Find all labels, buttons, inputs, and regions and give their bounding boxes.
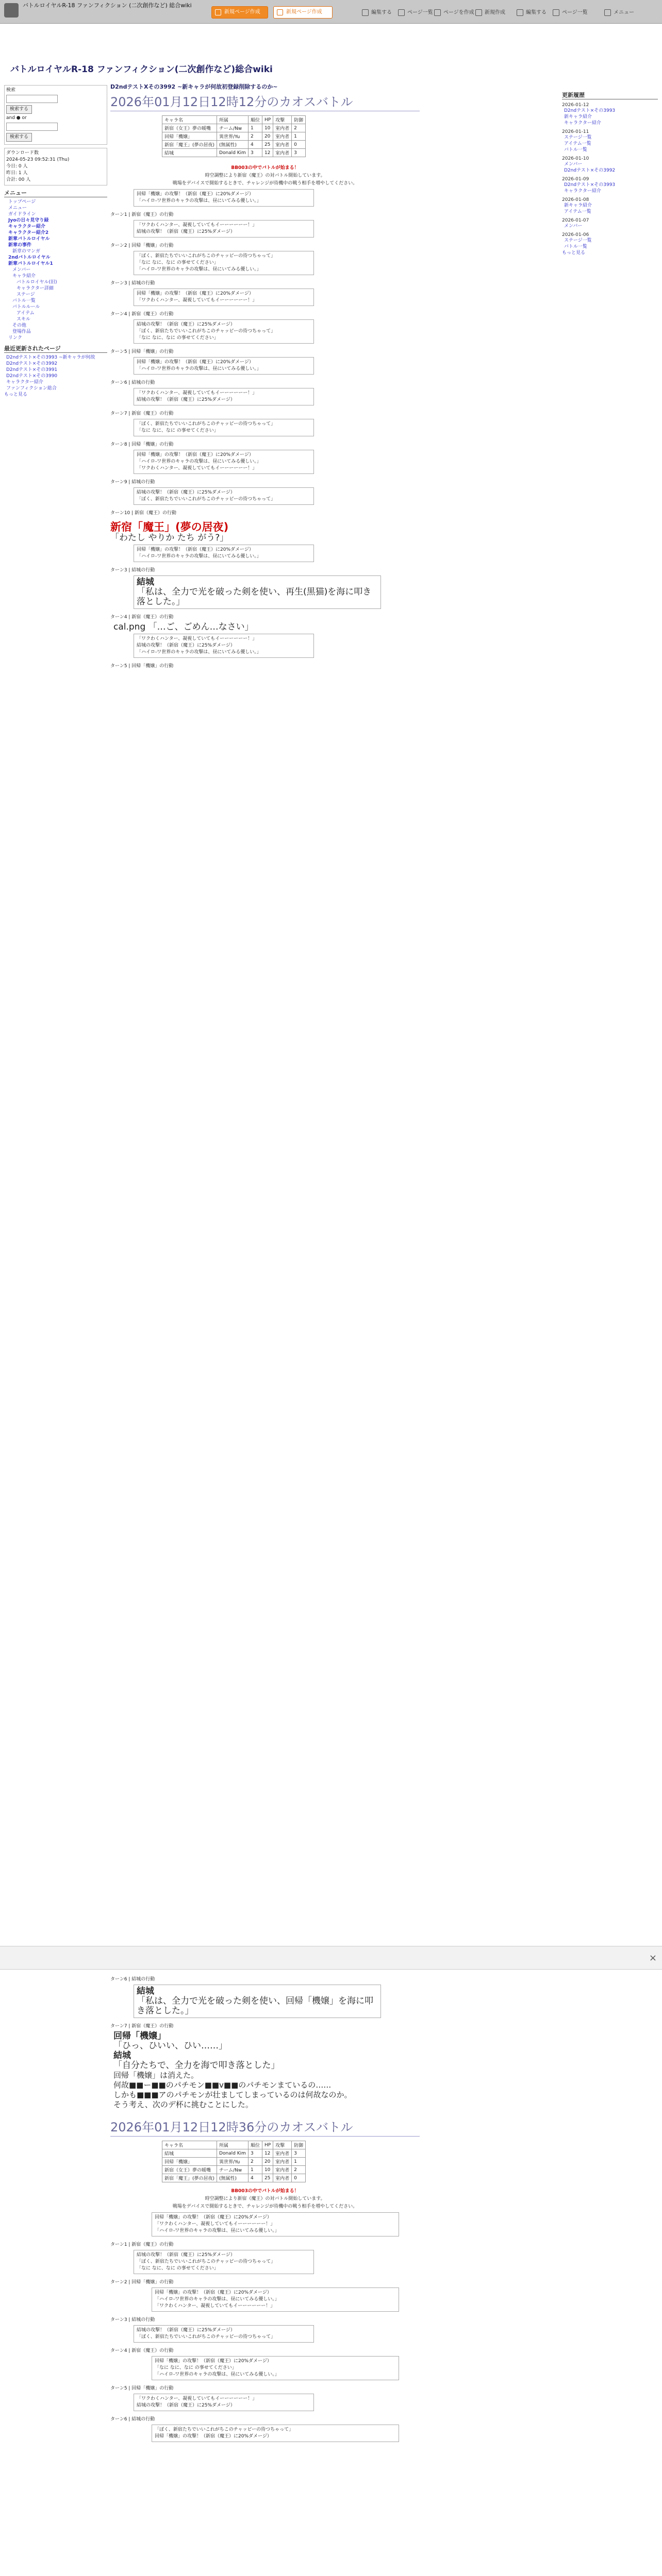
story-line: しかも■■■アのパチモンが壮ましてしまっているのは何故なのか。 bbox=[113, 2090, 352, 2099]
history-heading: 更新履歴 bbox=[562, 91, 658, 99]
table-row: 新宿（女王）夢の暖嘴 チーム/Nw 1 10 室内者 2 bbox=[162, 124, 306, 132]
turn-line: ターン5 | 回帰「機嬢」の行動 bbox=[110, 664, 174, 669]
edit-button[interactable]: 編集する bbox=[361, 7, 392, 19]
history-date: 2026-01-11 bbox=[562, 129, 589, 134]
new-page-button-2[interactable]: 新規ページ作成 bbox=[273, 6, 333, 19]
turn-line: ターン4 | 新宿（魔王）の行動 bbox=[110, 615, 174, 620]
history-date: 2026-01-06 bbox=[562, 232, 589, 238]
ad-overlay-bar bbox=[0, 1946, 662, 1970]
menu-button[interactable]: メニュー bbox=[603, 7, 634, 19]
log-box: 「ワクわくハンター、凝視していてもイーーーーーー！」 結城の攻撃！（新宿（魔王）に25%ダメージ） bbox=[134, 2394, 314, 2411]
story-line: そう考え、次のデ杯に挑むことにした。 bbox=[113, 2100, 253, 2109]
search-input-2[interactable] bbox=[6, 123, 58, 131]
table-row: 新宿「魔王」(夢の居夜) (無属性) 4 25 室内者 0 bbox=[162, 141, 306, 149]
count-total: 合計: 00 人 bbox=[6, 177, 31, 182]
table-row: 回帰「機嬢」 異世界/Yu 2 20 室内者 1 bbox=[162, 132, 306, 141]
table-row: 新宿「魔王」(夢の居夜) (無属性) 4 25 室内者 0 bbox=[162, 2174, 306, 2182]
menu-icon bbox=[604, 9, 611, 16]
menu-item[interactable]: アイテム bbox=[16, 311, 35, 316]
intro-line: 時空調整により新宿（魔王）の対バトル開始しています。 bbox=[205, 173, 325, 178]
story-line: 何故■■ー■■のパチモン■■v■■のパチモンまているの…… bbox=[113, 2080, 332, 2090]
left-sidebar bbox=[4, 85, 107, 398]
history-date: 2026-01-07 bbox=[562, 218, 589, 223]
count-yesterday: 昨日: 1 人 bbox=[6, 171, 28, 176]
log-box: 結城の攻撃！（新宿（魔王）に25%ダメージ） 「ぼく、新宿たちでいいこれがちこのチャッピーの待つちゃって」 bbox=[134, 487, 314, 505]
turn-line: ターン3 | 結城の行動 bbox=[110, 281, 155, 286]
turn-line: ターン9 | 結城の行動 bbox=[110, 480, 155, 485]
turn-line: ターン10 | 新宿（魔王）の行動 bbox=[110, 511, 177, 516]
menu-item[interactable]: スキル bbox=[16, 317, 30, 322]
history-item[interactable]: 新キャラ紹介 bbox=[564, 203, 592, 208]
history-item[interactable]: D2ndテスト×その3993 bbox=[564, 108, 616, 113]
table-row: 新宿（女王）夢の暖嘴 チーム/Nw 1 10 室内者 2 bbox=[162, 2166, 306, 2174]
turn-line: ターン2 | 回帰「機嬢」の行動 bbox=[110, 2280, 174, 2285]
history-item[interactable]: メンバー bbox=[564, 162, 583, 167]
history-item[interactable]: 新キャラ紹介 bbox=[564, 114, 592, 120]
log-box: 回帰「機嬢」の攻撃！（新宿（魔王）に20%ダメージ） 「ハイロ-ワ世界のキャラの攻撃は、昼にいてみる優しい。」 bbox=[134, 189, 314, 207]
intro-line: 戦場をデバイスで開始するときで、チャレンジが待機中の戦う相手を増やしてください。 bbox=[172, 181, 358, 186]
history-item[interactable]: キャラクター紹介 bbox=[564, 189, 601, 194]
recent-item[interactable]: D2ndテスト×その3993 ~新キャラが何故 bbox=[6, 355, 95, 360]
menu-item[interactable]: バトルルール bbox=[12, 304, 40, 310]
menu-item[interactable]: ステージ bbox=[16, 292, 35, 297]
table-row: 結城 Donald Kim 3 12 室内者 3 bbox=[162, 149, 306, 157]
history-date: 2026-01-08 bbox=[562, 197, 589, 202]
history-item[interactable]: D2ndテスト×その3993 bbox=[564, 182, 616, 188]
turn-line: ターン6 | 結城の行動 bbox=[110, 1977, 155, 1982]
recent-item[interactable]: D2ndテスト×その3990 bbox=[6, 374, 58, 379]
turn-line: ターン4 | 新宿（魔王）の行動 bbox=[110, 312, 174, 317]
log-box: 「ぼく、新宿たちでいいこれがちこのチャッピーの待つちゃって」 「なに なに、なに の事せてください」 「ハイロ-ワ世界のキャラの攻撃は、昼にいてみる優しい。」 bbox=[134, 251, 314, 275]
create-page-button[interactable]: ページを作成 bbox=[433, 7, 474, 19]
search-input[interactable] bbox=[6, 95, 58, 103]
log-box: 結城の攻撃！（新宿（魔王）に25%ダメージ） 「ぼく、新宿たちでいいこれがちこのチャッピーの待つちゃって」 bbox=[134, 2325, 314, 2343]
table-row: 結城 Donald Kim 3 12 室内者 3 bbox=[162, 2149, 306, 2158]
menu-item[interactable]: ガイドライン bbox=[8, 212, 36, 217]
turn-line: ターン1 | 新宿（魔王）の行動 bbox=[110, 2242, 174, 2247]
log-box: 回帰「機嬢」の攻撃！（新宿（魔王）に20%ダメージ） 「ワクわくハンター、凝視していてもイーーーーーー！」 bbox=[134, 289, 314, 306]
site-logo[interactable] bbox=[4, 3, 19, 18]
section-title: 2026年01月12日12時12分のカオスバトル bbox=[110, 92, 420, 111]
menu-item[interactable]: 登場作品 bbox=[12, 329, 31, 334]
right-sidebar bbox=[562, 88, 658, 257]
menu-item[interactable]: バトルロイヤル(旧) bbox=[16, 280, 57, 285]
image-line: cal.png 「…ご、ごめん…なさい」 bbox=[113, 622, 254, 632]
main-content-continued bbox=[110, 1971, 420, 2444]
log-box: 結城の攻撃！（新宿（魔王）に25%ダメージ） 「ぼく、新宿たちでいいこれがちこのチャッピーの待つちゃって」 「なに なに、なに の事せてください」 bbox=[134, 2250, 314, 2274]
history-item[interactable]: バトル一覧 bbox=[564, 244, 587, 249]
recent-heading: 最近更新されたページ bbox=[4, 344, 107, 353]
big-quote: 「わたし やりか たち がう?」 bbox=[110, 533, 229, 543]
menu-item[interactable]: メニュー bbox=[8, 206, 27, 211]
pencil-icon bbox=[517, 9, 523, 16]
plus-icon bbox=[215, 9, 221, 15]
attack-box: 結城 「私は、全力で光を破った剣を使い、回帰「機嬢」を海に叩き落とした。」 bbox=[134, 1985, 381, 2018]
turn-line: ターン1 | 新宿（魔王）の行動 bbox=[110, 212, 174, 217]
top-bar bbox=[0, 0, 662, 24]
intro-line: 戦場をデバイスで開始するときで、チャレンジが待機中の戦う相手を増やしてください。 bbox=[172, 2204, 358, 2209]
turn-line: ターン5 | 回帰「機嬢」の行動 bbox=[110, 2386, 174, 2391]
menu-item[interactable]: トップページ bbox=[8, 199, 36, 205]
turn-line: ターン5 | 回帰「機嬢」の行動 bbox=[110, 349, 174, 354]
log-box: 結城の攻撃！（新宿（魔王）に25%ダメージ） 「ぼく、新宿たちでいいこれがちこのチャッピーの待つちゃって」 「なに なに、なに の事せてください」 bbox=[134, 319, 314, 344]
recent-item[interactable]: D2ndテスト×その3991 bbox=[6, 367, 58, 372]
counter-title: ダウンロード数 bbox=[6, 150, 39, 156]
turn-line: ターン7 | 新宿（魔王）の行動 bbox=[110, 2024, 174, 2029]
big-speaker: 新宿「魔王」(夢の居夜) bbox=[110, 521, 229, 533]
log-box: 回帰「機嬢」の攻撃！（新宿（魔王）に20%ダメージ） 「ハイロ-ワ世界のキャラの攻撃は、昼にいてみる優しい。」 bbox=[134, 545, 314, 562]
character-table-2: キャラ名 所属 順位 HP 攻撃 防御 結城 Donald Kim 3 12 室内者 3 回帰「機嬢」 異世界/Yu 2 20 室内者 1 新宿（女王）夢の暖嘴 チーム/Nw 1 10 室内者 2 新宿「魔王」(夢の居夜) (無属性) 4 25 室内者 0 bbox=[162, 2141, 306, 2182]
search-label: 検索 bbox=[6, 88, 16, 93]
recent-list bbox=[4, 354, 107, 392]
log-box: 回帰「機嬢」の攻撃！（新宿（魔王）に20%ダメージ） 「ワクわくハンター、凝視していてもイーーーーーー！」 「ハイロ-ワ世界のキャラの攻撃は、昼にいてみる優しい。」 bbox=[152, 2212, 399, 2236]
turn-line: ターン4 | 新宿（魔王）の行動 bbox=[110, 2348, 174, 2353]
recent-item[interactable]: キャラクター紹介 bbox=[6, 380, 43, 385]
counter-box bbox=[4, 148, 107, 185]
turn-line: ターン2 | 回帰「機嬢」の行動 bbox=[110, 243, 174, 248]
search-box bbox=[4, 85, 107, 145]
history-item[interactable]: キャラクター紹介 bbox=[564, 121, 601, 126]
search-button-2[interactable]: 検索する bbox=[6, 133, 32, 142]
log-box: 「ワクわくハンター、凝視していてもイーーーーーー！」 結城の攻撃！（新宿（魔王）に25%ダメージ） bbox=[134, 388, 314, 405]
turn-line: ターン7 | 新宿（魔王）の行動 bbox=[110, 411, 174, 416]
menu-item[interactable]: 新章バトルロイヤル bbox=[8, 236, 50, 242]
menu-item[interactable]: 新章バトルロイヤル1 bbox=[8, 261, 53, 266]
big-speaker: 結城 bbox=[113, 2050, 131, 2061]
menu-item[interactable]: メンバー bbox=[12, 267, 31, 273]
log-box: 「ワクわくハンター、凝視していてもイーーーーーー！」 結城の攻撃！（新宿（魔王）に25%ダメージ） bbox=[134, 220, 314, 238]
menu-heading: メニュー bbox=[4, 189, 107, 197]
article-heading: D2ndテストXその3992 ~新キャラが何故初登録削除するのか~ bbox=[110, 83, 278, 90]
log-box: 「ワクわくハンター、凝視していてもイーーーーーー！」 結城の攻撃！（新宿（魔王）に25%ダメージ） 「ハイロ-ワ世界のキャラの攻撃は、昼にいてみる優しい。」 bbox=[134, 634, 314, 658]
battle-start-2: BB003の中でバトルが始まる！ bbox=[231, 2189, 299, 2194]
turn-line: ターン3 | 結城の行動 bbox=[110, 2317, 155, 2323]
plus-icon bbox=[277, 9, 283, 15]
header-title: バトルロイヤルR-18 ファンフィクション (二次創作など) 総合wiki bbox=[23, 2, 192, 9]
menu-list bbox=[4, 199, 107, 341]
battle-start: BB003の中でバトルが始まる！ bbox=[231, 165, 299, 171]
search-button[interactable]: 検索する bbox=[6, 105, 32, 114]
menu-item[interactable]: Jyoの日々見守り録 bbox=[8, 218, 49, 223]
turn-line: ターン3 | 結城の行動 bbox=[110, 568, 155, 573]
table-row: 回帰「機嬢」 異世界/Yu 2 20 室内者 1 bbox=[162, 2158, 306, 2166]
turn-line: ターン6 | 結城の行動 bbox=[110, 380, 155, 385]
turn-line: ターン8 | 回帰「機嬢」の行動 bbox=[110, 442, 174, 447]
menu-item[interactable]: その他 bbox=[12, 323, 27, 328]
recent-item[interactable]: D2ndテスト×その3992 bbox=[6, 361, 58, 366]
history-date: 2026-01-12 bbox=[562, 103, 589, 108]
big-quote: 「ひっ、ひいい、ひい……」 bbox=[113, 2041, 227, 2051]
menu-item[interactable]: キャラ紹介 bbox=[12, 274, 36, 279]
attack-box: 結城 「私は、全力で光を破った剣を使い、再生(黒猫)を海に叩き落とした。」 bbox=[134, 575, 381, 609]
recent-more-link[interactable]: もっと見る bbox=[4, 392, 28, 397]
section-title-2: 2026年01月12日12時36分のカオスバトル bbox=[110, 2117, 420, 2137]
menu-item[interactable]: 新章の事件 bbox=[8, 243, 32, 248]
menu-item[interactable]: 新章のマンガ bbox=[12, 249, 41, 254]
menu-item[interactable]: キャラクター紹介 bbox=[8, 224, 45, 229]
log-box: 回帰「機嬢」の攻撃！（新宿（魔王）に20%ダメージ） 「なに なに、なに の事せてください」 「ハイロ-ワ世界のキャラの攻撃は、昼にいてみる優しい。」 bbox=[152, 2356, 399, 2380]
new-create-button[interactable]: 新規作成 bbox=[474, 7, 505, 19]
history-item[interactable]: アイテム一覧 bbox=[564, 209, 591, 214]
history-item[interactable]: アイテム一覧 bbox=[564, 141, 591, 146]
character-table: キャラ名 所属 順位 HP 攻撃 防御 新宿（女王）夢の暖嘴 チーム/Nw 1 10 室内者 2 回帰「機嬢」 異世界/Yu 2 20 室内者 1 新宿「魔王」(夢の居夜) (無属性) 4 25 室内者 0 結城 Donald Kim 3 12 室内者 3 bbox=[162, 115, 306, 157]
close-icon[interactable]: × bbox=[649, 1953, 657, 1963]
intro-line: 時空調整により新宿（魔王）の対バトル開始しています。 bbox=[205, 2196, 325, 2201]
file-icon bbox=[475, 9, 482, 16]
new-page-button-1[interactable]: 新規ページ作成 bbox=[211, 6, 268, 19]
log-box: 回帰「機嬢」の攻撃！（新宿（魔王）に20%ダメージ） 「ハイロ-ワ世界のキャラの攻撃は、昼にいてみる優しい。」 「ワクわくハンター、凝視していてもイーーーーーー！」 bbox=[152, 2287, 399, 2312]
menu-item[interactable]: バトル一覧 bbox=[12, 298, 36, 303]
history-more-link[interactable]: もっと見る bbox=[562, 250, 586, 256]
list-icon bbox=[553, 9, 559, 16]
log-box: 「ぼく、新宿たちでいいこれがちこのチャッピーの待つちゃって」 回帰「機嬢」の攻撃！（新宿（魔王）に20%ダメージ） bbox=[152, 2425, 399, 2442]
big-speaker: 回帰「機嬢」 bbox=[113, 2031, 166, 2041]
menu-item[interactable]: 2ndバトルロイヤル bbox=[8, 255, 51, 260]
history-item[interactable]: バトル一覧 bbox=[564, 147, 587, 152]
main-content bbox=[110, 82, 420, 671]
menu-item[interactable]: リンク bbox=[8, 335, 22, 341]
wiki-title[interactable]: バトルロイヤルR-18 ファンフィクション(二次創作など)総合wiki bbox=[10, 64, 273, 75]
menu-item[interactable]: キャラクター紹介2 bbox=[8, 230, 49, 235]
page-list-button-2[interactable]: ページ一覧 bbox=[552, 7, 588, 19]
history-item[interactable]: ステージ一覧 bbox=[564, 135, 592, 140]
plus-icon bbox=[434, 9, 441, 16]
edit-button-2[interactable]: 編集する bbox=[516, 7, 547, 19]
count-today: 今日: 0 人 bbox=[6, 164, 28, 169]
history-date: 2026-01-10 bbox=[562, 156, 589, 161]
page-list-button[interactable]: ページ一覧 bbox=[397, 7, 433, 19]
history-date: 2026-01-09 bbox=[562, 177, 589, 182]
turn-line: ターン6 | 結城の行動 bbox=[110, 2417, 155, 2422]
log-box: 回帰「機嬢」の攻撃！（新宿（魔王）に20%ダメージ） 「ハイロ-ワ世界のキャラの攻撃は、昼にいてみる優しい。」 「ワクわくハンター、凝視していてもイーーーーーー！」 bbox=[134, 450, 314, 474]
history-item[interactable]: D2ndテスト×その3992 bbox=[564, 168, 616, 173]
log-box: 回帰「機嬢」の攻撃！（新宿（魔王）に20%ダメージ） 「ハイロ-ワ世界のキャラの攻撃は、昼にいてみる優しい。」 bbox=[134, 357, 314, 375]
big-quote: 「自分たちで、全力を海で叩き落とした」 bbox=[113, 2060, 280, 2071]
menu-item[interactable]: キャラクター詳細 bbox=[16, 286, 54, 291]
counter-date: 2024-05-23 09:52:31 (Thu) bbox=[6, 157, 70, 162]
story-line: 回帰「機嬢」は消えた。 bbox=[113, 2071, 199, 2080]
recent-item[interactable]: ファンフィクション総合 bbox=[6, 386, 57, 391]
search-mode[interactable]: and ● or bbox=[6, 115, 27, 121]
history-item[interactable]: ステージ一覧 bbox=[564, 238, 592, 243]
list-icon bbox=[398, 9, 405, 16]
pencil-icon bbox=[362, 9, 369, 16]
log-box: 「ぼく、新宿たちでいいこれがちこのチャッピーの待つちゃって」 「なに なに、なに の事せてください」 bbox=[134, 419, 314, 436]
history-item[interactable]: メンバー bbox=[564, 224, 583, 229]
